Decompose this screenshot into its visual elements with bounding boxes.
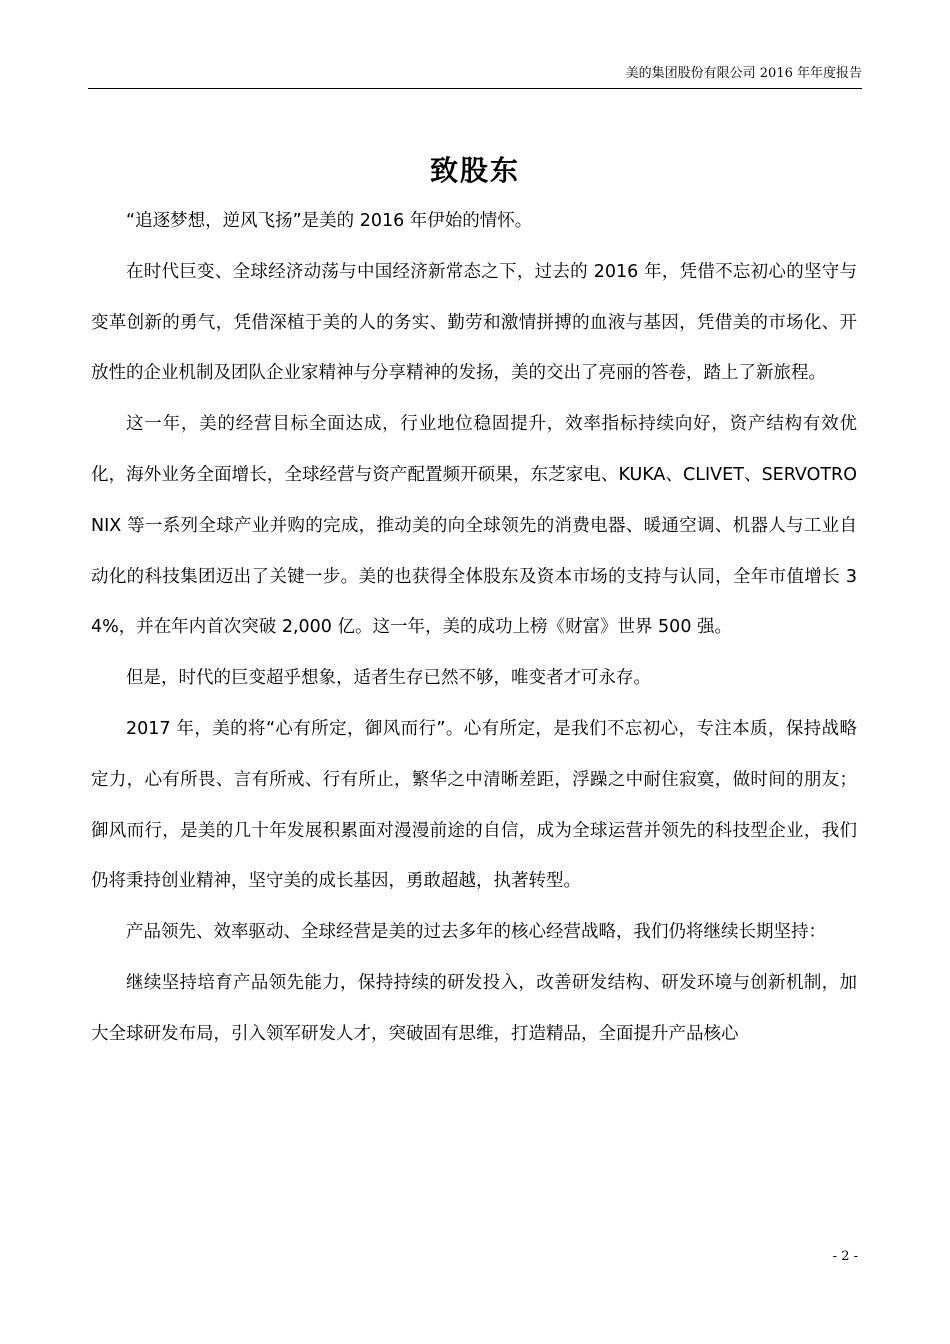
report-header-title: 美的集团股份有限公司 2016 年年度报告 (625, 66, 862, 81)
page-title: 致股东 (429, 153, 520, 187)
paragraph-1: “追逐梦想，逆风飞扬”是美的 2016 年伊始的情怀。 (126, 211, 533, 231)
paragraph-5: 2017 年，美的将“心有所定，御风而行”。心有所定，是我们不忘初心，专注本质，保持战略定力，心有所畏、言有所戒、行有所止，繁华之中清晰差距，浮躁之中耐住寂寞，做时间的朋友；御风而行，是美的几十年发展积累面对漫漫前途的自信，成为全球运营并领先的科技型企业，我们仍将秉持创业精神，坚守美的成长基因，勇敢超越，执著转型。 (91, 718, 857, 892)
paragraph-3: 这一年，美的经营目标全面达成，行业地位稳固提升，效率指标持续向好，资产结构有效优化，海外业务全面增长，全球经营与资产配置频开硕果，东芝家电、KUKA、CLIVET、SERVOTRONIX 等一系列全球产业并购的完成，推动美的向全球领先的消费电器、暖通空调、机器人与工业自动化的科技集团迈出了关键一步。美的也获得全体股东及资本市场的支持与认同，全年市值增长 34%，并在年内首次突破 2,000 亿。这一年，美的成功上榜《财富》世界 500 强。 (91, 414, 857, 638)
paragraph-4: 但是，时代的巨变超乎想象，适者生存已然不够，唯变者才可永存。 (126, 668, 651, 689)
paragraph-7: 继续坚持培育产品领先能力，保持持续的研发投入，改善研发结构、研发环境与创新机制，加大全球研发布局，引入领军研发人才，突破固有思维，打造精品，全面提升产品核心 (91, 972, 857, 1044)
letter-body (91, 196, 857, 1060)
header-divider (88, 88, 862, 89)
paragraph-2: 在时代巨变、全球经济动荡与中国经济新常态之下，过去的 2016 年，凭借不忘初心的坚守与变革创新的勇气，凭借深植于美的人的务实、勤劳和激情拼搏的血液与基因，凭借美的市场化、开放性的企业机制及团队企业家精神与分享精神的发扬，美的交出了亮丽的答卷，踏上了新旅程。 (91, 261, 857, 384)
page-number: - 2 - (832, 1249, 858, 1264)
paragraph-6: 产品领先、效率驱动、全球经营是美的过去多年的核心经营战略，我们仍将继续长期坚持： (126, 922, 826, 943)
